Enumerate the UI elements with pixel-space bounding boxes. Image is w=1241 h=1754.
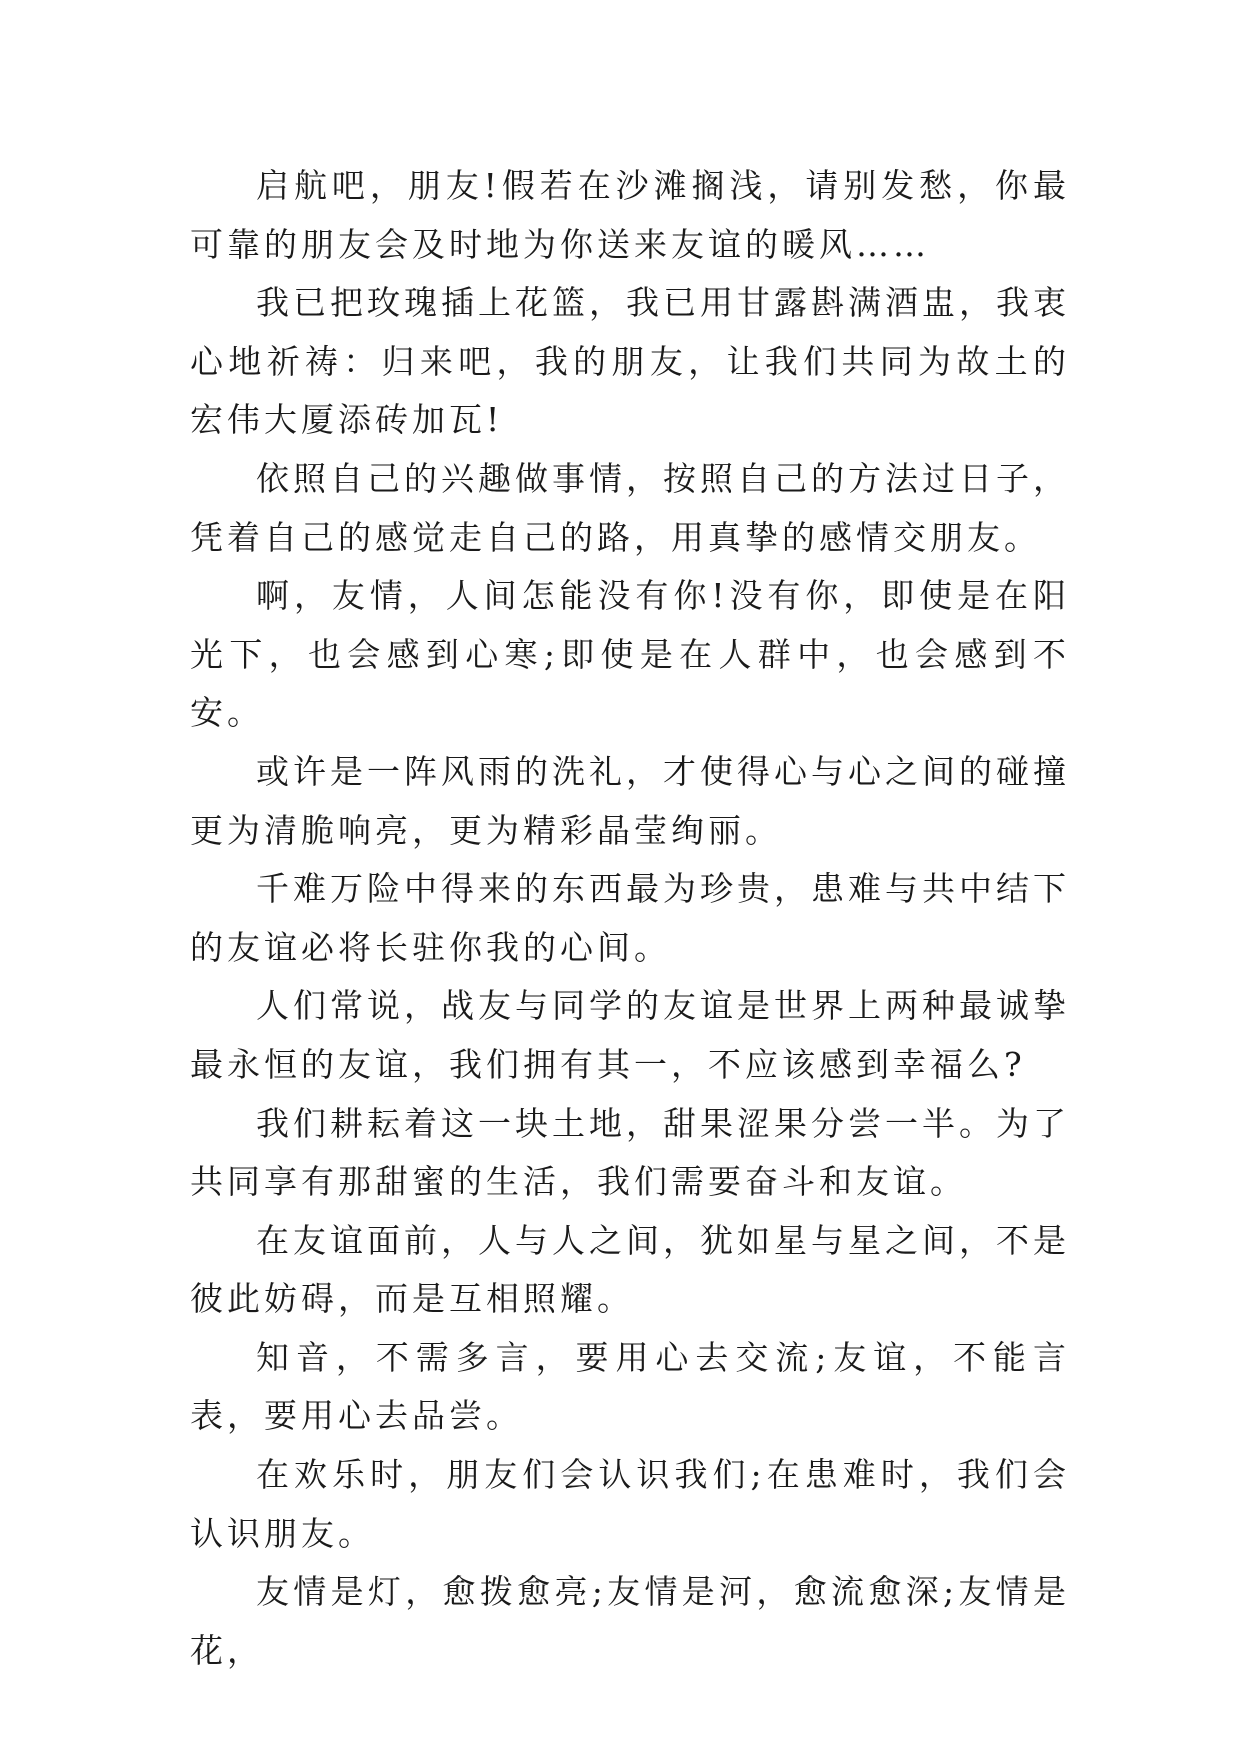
paragraph: 千难万险中得来的东西最为珍贵，患难与共中结下的友谊必将长驻你我的心间。 bbox=[190, 869, 1070, 967]
paragraph: 在欢乐时，朋友们会认识我们;在患难时，我们会认识朋友。 bbox=[190, 1455, 1070, 1553]
paragraph: 人们常说，战友与同学的友谊是世界上两种最诚挚最永恒的友谊，我们拥有其一，不应该感到幸福么? bbox=[190, 986, 1070, 1084]
paragraph: 启航吧，朋友!假若在沙滩搁浅，请别发愁，你最可靠的朋友会及时地为你送来友谊的暖风…… bbox=[190, 166, 1070, 264]
paragraph: 知音，不需多言，要用心去交流;友谊，不能言表，要用心去品尝。 bbox=[190, 1337, 1070, 1436]
paragraph: 或许是一阵风雨的洗礼，才使得心与心之间的碰撞更为清脆响亮，更为精彩晶莹绚丽。 bbox=[190, 751, 1070, 850]
paragraph: 我已把玫瑰插上花篮，我已用甘露斟满酒盅，我衷心地祈祷：归来吧，我的朋友，让我们共同为故土的宏伟大厦添砖加瓦! bbox=[190, 283, 1070, 440]
paragraph: 在友谊面前，人与人之间，犹如星与星之间，不是彼此妨碍，而是互相照耀。 bbox=[190, 1220, 1070, 1319]
paragraph: 友情是灯，愈拨愈亮;友情是河，愈流愈深;友情是花， bbox=[190, 1572, 1070, 1670]
paragraph: 我们耕耘着这一块土地，甜果涩果分尝一半。为了共同享有那甜蜜的生活，我们需要奋斗和友谊。 bbox=[190, 1103, 1070, 1202]
paragraph: 依照自己的兴趣做事情，按照自己的方法过日子，凭着自己的感觉走自己的路，用真挚的感情交朋友。 bbox=[190, 458, 1070, 557]
paragraph: 啊，友情，人间怎能没有你!没有你，即使是在阳光下，也会感到心寒;即使是在人群中，也会感到不安。 bbox=[190, 576, 1070, 733]
document-body bbox=[190, 157, 1070, 1680]
